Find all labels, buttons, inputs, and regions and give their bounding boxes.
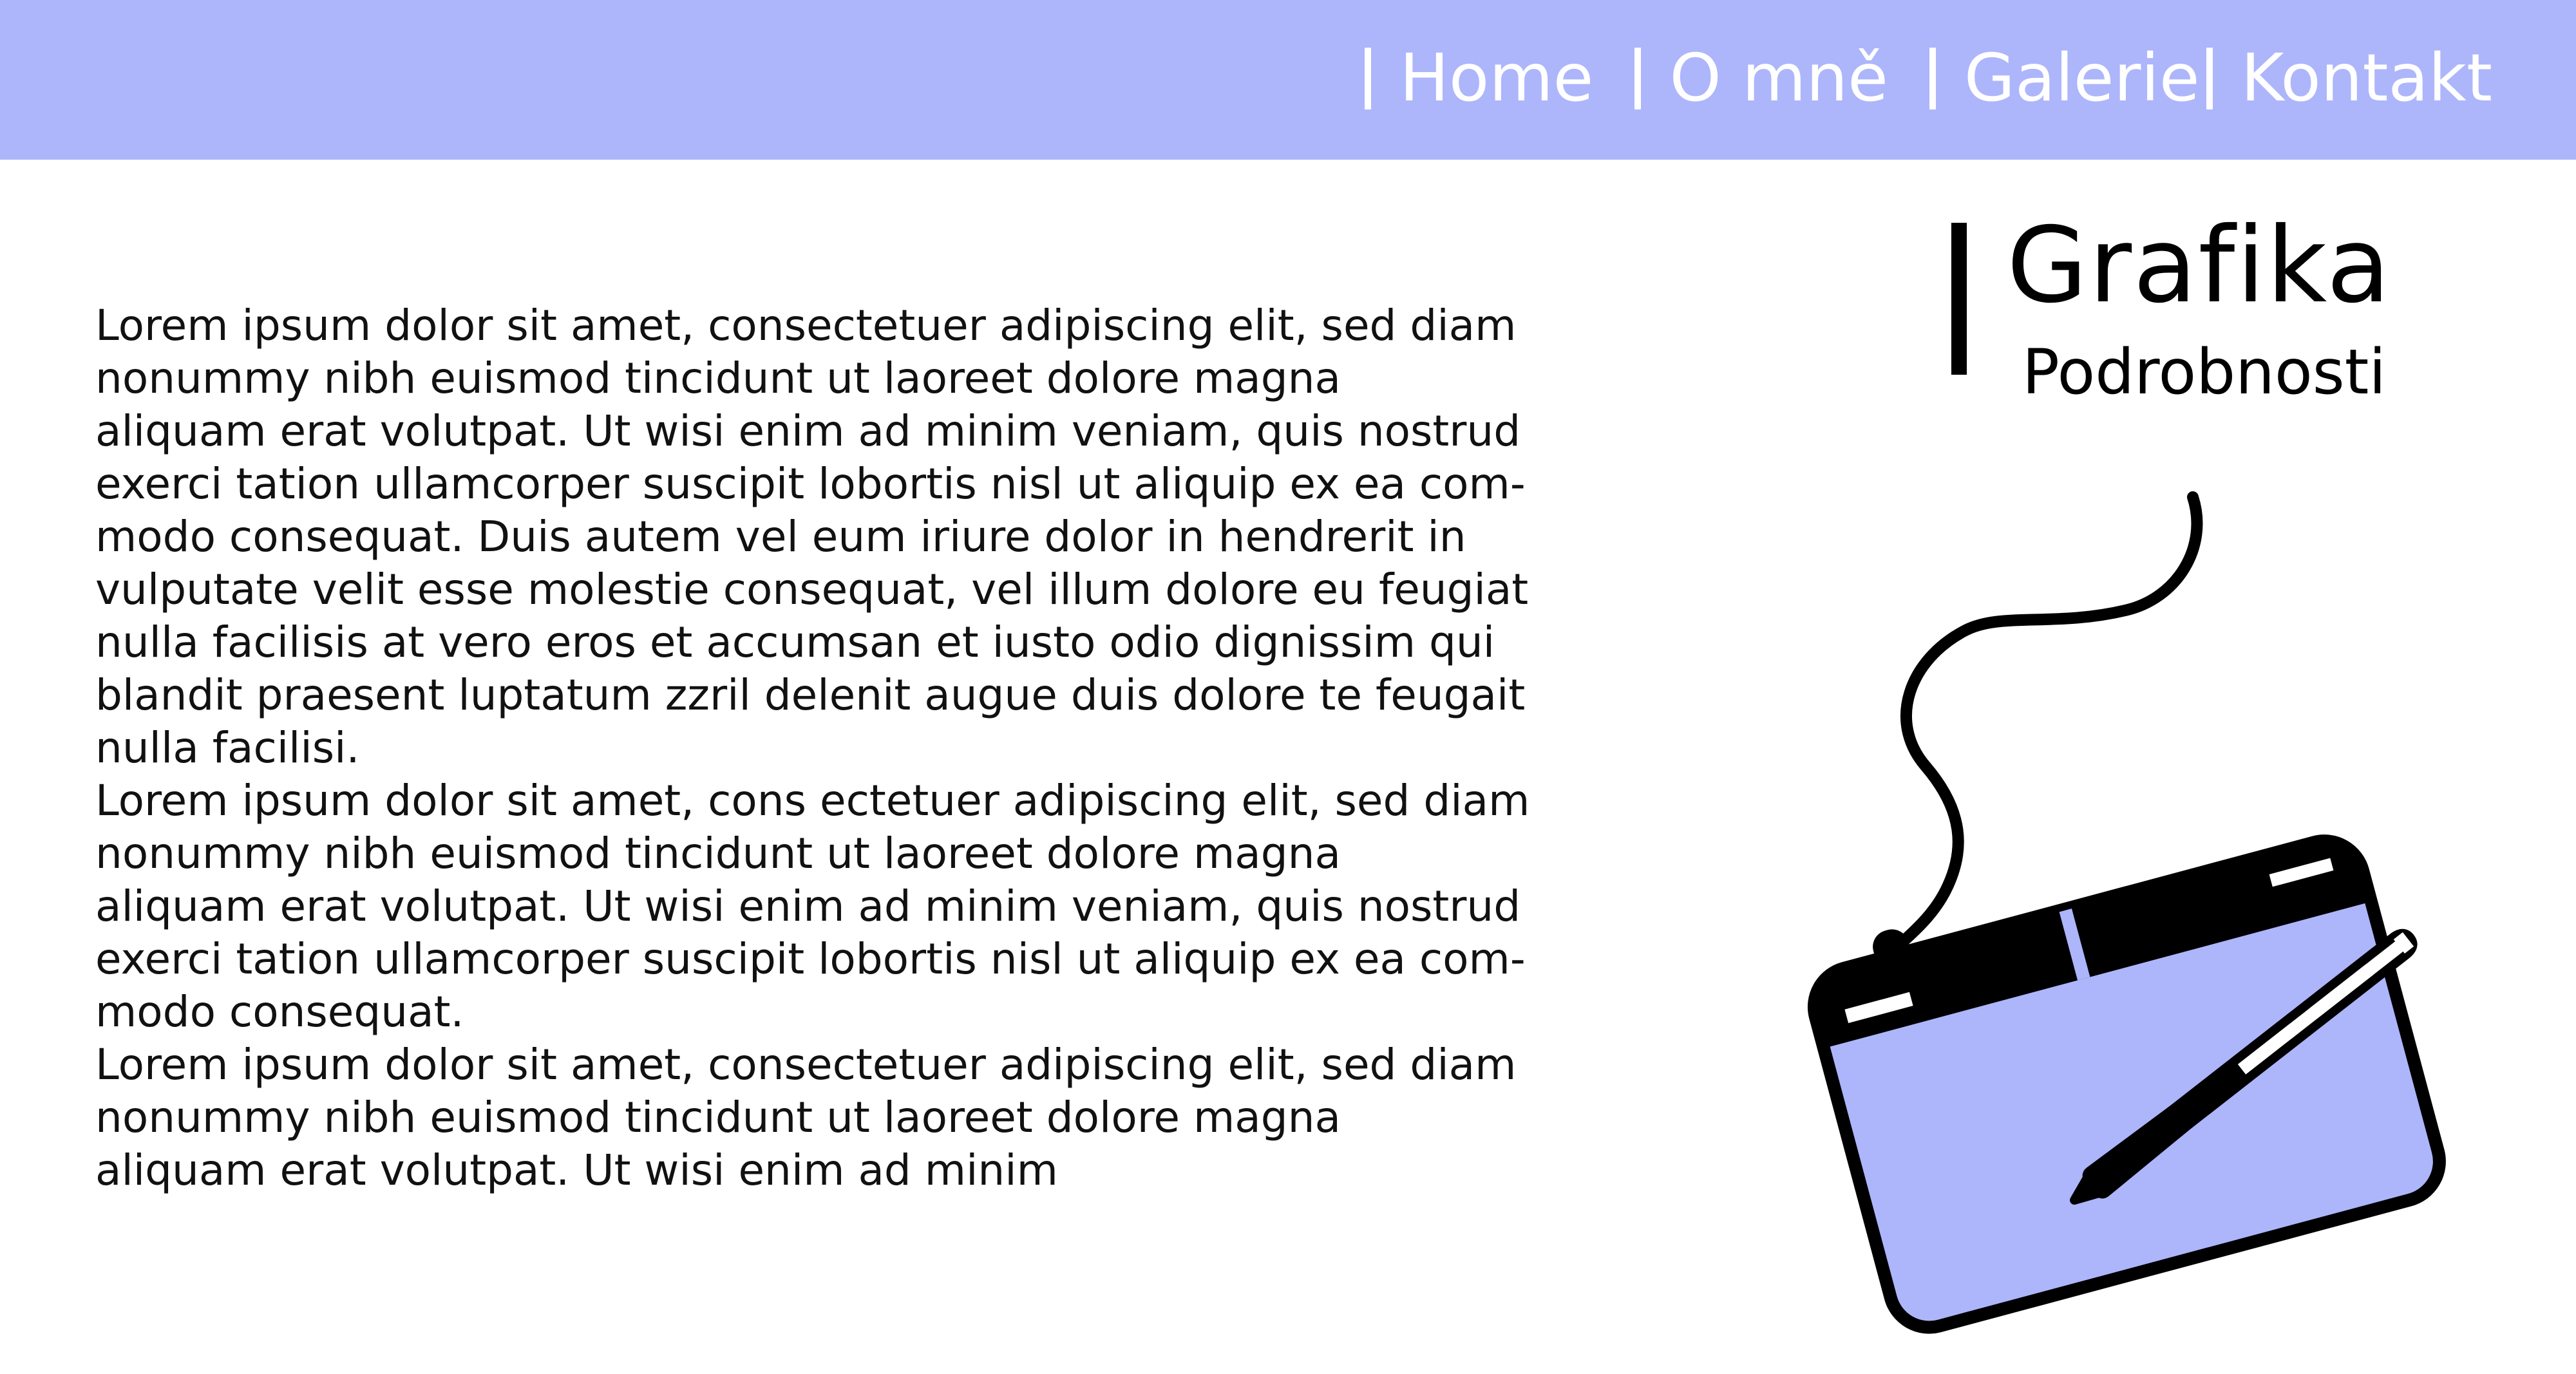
tablet-cable-icon xyxy=(1902,497,2197,943)
paragraph-line: Lorem ipsum dolor sit amet, consectetuer adipiscing elit, sed diam xyxy=(95,301,1517,350)
nav-gallery-label: Galerie xyxy=(1964,40,2200,117)
title-divider xyxy=(1951,223,1967,375)
paragraph-line: vulputate velit esse molestie consequat, vel illum dolore eu feugiat xyxy=(95,565,1529,614)
paragraph-line: nonummy nibh euismod tincidunt ut laoreet dolore magna xyxy=(95,1093,1341,1142)
tablet-icon xyxy=(1805,832,2448,1336)
paragraph-1 xyxy=(95,299,1564,775)
nav-contact[interactable] xyxy=(2206,40,2492,117)
section-title xyxy=(1951,205,2447,408)
nav-home[interactable] xyxy=(1365,40,1594,117)
paragraph-line: aliquam erat volutpat. Ut wisi enim ad minim veniam, quis nostrud xyxy=(95,881,1521,931)
nav-home-label: Home xyxy=(1399,40,1594,117)
nav-divider xyxy=(1634,48,1641,109)
nav-about[interactable] xyxy=(1634,40,1888,117)
paragraph-line: aliquam erat volutpat. Ut wisi enim ad minim veniam, quis nostrud xyxy=(95,406,1521,456)
main-navigation xyxy=(1365,33,2492,124)
paragraph-line: modo consequat. Duis autem vel eum iriure dolor in hendrerit in xyxy=(95,512,1466,561)
page-title: Grafika xyxy=(2007,205,2392,326)
paragraph-line: modo consequat. xyxy=(95,987,464,1037)
graphics-tablet-with-pen-icon xyxy=(1790,489,2486,1339)
paragraph-line: Lorem ipsum dolor sit amet, consectetuer adipiscing elit, sed diam xyxy=(95,1040,1517,1089)
nav-divider xyxy=(2206,48,2213,109)
paragraph-line: nonummy nibh euismod tincidunt ut laoreet dolore magna xyxy=(95,353,1341,403)
paragraph-line: Lorem ipsum dolor sit amet, cons ectetuer adipiscing elit, sed diam xyxy=(95,776,1530,825)
details-subtitle: Podrobnosti xyxy=(2022,336,2387,408)
nav-divider xyxy=(1365,48,1371,109)
nav-gallery[interactable] xyxy=(1929,40,2200,117)
paragraph-line: nonummy nibh euismod tincidunt ut laoreet dolore magna xyxy=(95,829,1341,878)
paragraph-line: aliquam erat volutpat. Ut wisi enim ad minim xyxy=(95,1145,1058,1195)
header-bar xyxy=(0,0,2576,160)
graphics-tablet-with-pen-icon-svg xyxy=(1790,489,2486,1339)
paragraph-3 xyxy=(95,1039,1564,1197)
paragraph-line: nulla facilisi. xyxy=(95,723,360,773)
paragraph-2 xyxy=(95,775,1564,1039)
paragraph-line: exerci tation ullamcorper suscipit lobortis nisl ut aliquip ex ea com- xyxy=(95,459,1526,509)
paragraph-line: exerci tation ullamcorper suscipit lobortis nisl ut aliquip ex ea com- xyxy=(95,934,1526,984)
nav-contact-label: Kontakt xyxy=(2240,40,2492,117)
paragraph-line: blandit praesent luptatum zzril delenit augue duis dolore te feugait xyxy=(95,670,1526,720)
nav-divider xyxy=(1929,48,1936,109)
main-text xyxy=(95,299,1564,1197)
nav-about-label: O mně xyxy=(1669,40,1888,117)
paragraph-line: nulla facilisis at vero eros et accumsan et iusto odio dignissim qui xyxy=(95,617,1495,667)
